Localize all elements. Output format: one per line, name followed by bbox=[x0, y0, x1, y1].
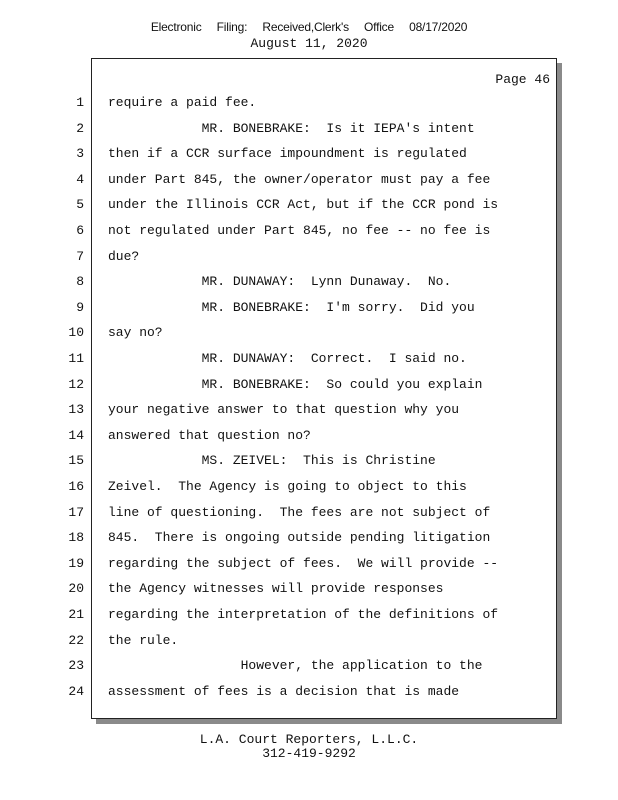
line-number: 4 bbox=[76, 171, 84, 187]
line-text: say no? bbox=[108, 325, 163, 341]
line-text: the Agency witnesses will provide responses bbox=[108, 581, 444, 597]
line-text: MS. ZEIVEL: This is Christine bbox=[108, 453, 436, 469]
line-number: 3 bbox=[76, 146, 84, 162]
line-text: regarding the subject of fees. We will provide -- bbox=[108, 555, 499, 571]
stamp-received: Received,Clerk's bbox=[262, 20, 349, 34]
line-number: 20 bbox=[68, 581, 84, 597]
line-number: 11 bbox=[68, 351, 84, 366]
line-text: assessment of fees is a decision that is made bbox=[108, 683, 460, 699]
line-number: 10 bbox=[68, 325, 84, 341]
line-text: Zeivel. The Agency is going to object to this bbox=[108, 479, 467, 494]
line-number: 14 bbox=[68, 427, 84, 443]
line-text: under Part 845, the owner/operator must pay a fee bbox=[108, 171, 491, 187]
line-text: under the Illinois CCR Act, but if the CCR pond is bbox=[108, 197, 499, 213]
line-text: your negative answer to that question why you bbox=[108, 402, 460, 418]
line-text: not regulated under Part 845, no fee -- no fee is bbox=[108, 223, 491, 238]
footer bbox=[0, 733, 618, 761]
line-number: 16 bbox=[68, 479, 84, 494]
line-text: line of questioning. The fees are not subject of bbox=[108, 504, 491, 520]
line-number: 18 bbox=[68, 530, 84, 546]
line-text: MR. DUNAWAY: Lynn Dunaway. No. bbox=[108, 274, 452, 290]
hearing-date: August 11, 2020 bbox=[250, 36, 368, 51]
line-number: 22 bbox=[68, 632, 84, 648]
line-number: 9 bbox=[76, 299, 84, 315]
line-text: MR. BONEBRAKE: Is it IEPA's intent bbox=[108, 120, 475, 136]
line-text: MR. BONEBRAKE: I'm sorry. Did you bbox=[108, 299, 475, 315]
stamp-office: Office bbox=[364, 20, 394, 34]
stamp-electronic: Electronic bbox=[150, 20, 202, 34]
line-number: 15 bbox=[68, 453, 84, 469]
line-number: 1 bbox=[76, 95, 84, 110]
page-number: Page 46 bbox=[495, 72, 550, 87]
line-text: require a paid fee. bbox=[108, 95, 257, 110]
line-number: 6 bbox=[76, 223, 84, 238]
stamp-date: 08/17/2020 bbox=[409, 20, 468, 34]
line-text: 845. There is ongoing outside pending litigation bbox=[108, 530, 491, 546]
line-number: 12 bbox=[68, 376, 84, 392]
stamp-filing: Filing: bbox=[216, 20, 248, 34]
line-number: 2 bbox=[76, 120, 84, 136]
reporter-phone: 312-419-9292 bbox=[262, 746, 356, 761]
filing-stamp bbox=[0, 20, 618, 34]
line-text: However, the application to the bbox=[108, 658, 483, 674]
line-text: the rule. bbox=[108, 632, 179, 648]
line-text: answered that question no? bbox=[108, 427, 311, 443]
line-text: then if a CCR surface impoundment is regulated bbox=[108, 146, 467, 162]
line-text: MR. DUNAWAY: Correct. I said no. bbox=[108, 351, 467, 366]
line-number: 17 bbox=[68, 504, 84, 520]
line-number: 7 bbox=[76, 248, 84, 264]
line-number: 8 bbox=[76, 274, 84, 290]
line-number: 24 bbox=[68, 683, 84, 699]
line-number: 21 bbox=[68, 607, 84, 622]
line-text: due? bbox=[108, 248, 140, 264]
line-text: MR. BONEBRAKE: So could you explain bbox=[108, 376, 483, 392]
line-number: 13 bbox=[68, 402, 84, 418]
line-number: 23 bbox=[68, 658, 84, 674]
line-number: 19 bbox=[68, 555, 84, 571]
line-text: regarding the interpretation of the definitions of bbox=[108, 607, 499, 622]
reporter-name: L.A. Court Reporters, L.L.C. bbox=[199, 732, 419, 747]
line-number: 5 bbox=[76, 197, 84, 213]
